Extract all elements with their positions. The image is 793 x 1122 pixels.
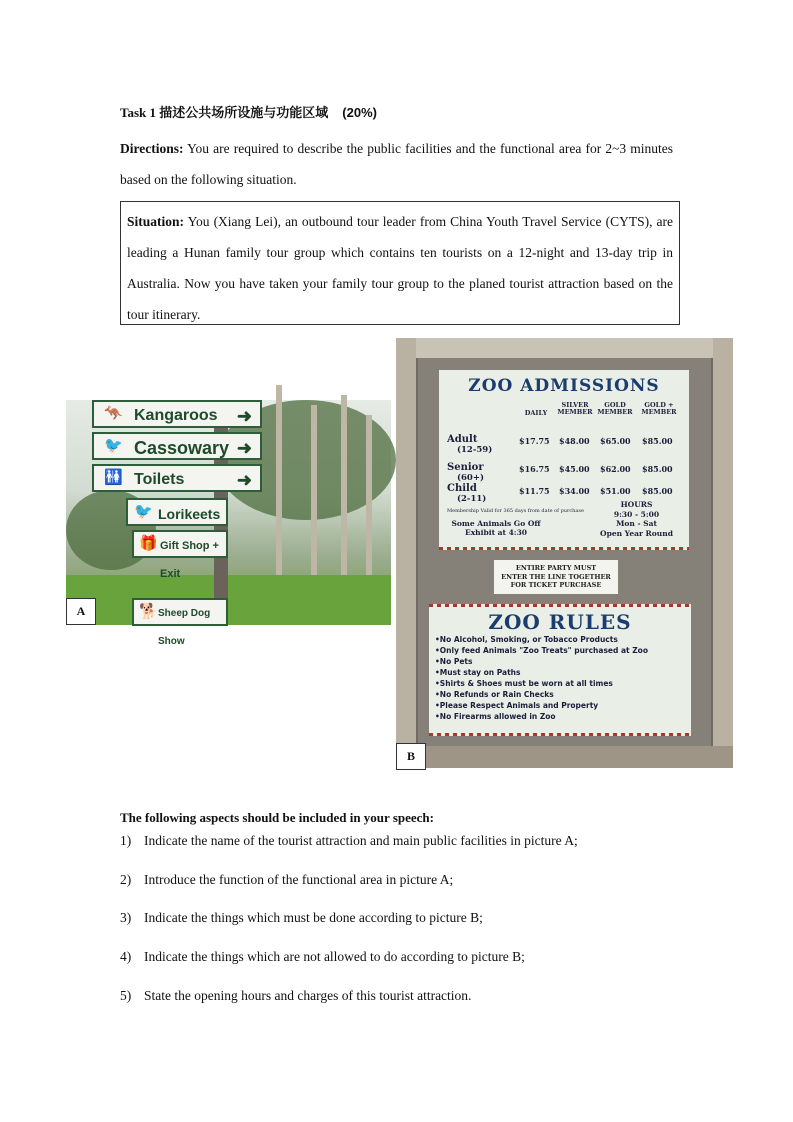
tree-trunk — [276, 385, 282, 585]
price-cell: $16.75 — [519, 464, 550, 474]
picture-a — [66, 400, 391, 647]
row-adult — [447, 434, 492, 456]
price-cell: $85.00 — [642, 486, 673, 496]
row-name: Senior — [447, 462, 484, 473]
rule-item: •Please Respect Animals and Property — [435, 701, 599, 710]
price-cell: $85.00 — [642, 464, 673, 474]
rule-item: •No Pets — [435, 657, 473, 666]
task-title — [120, 102, 377, 121]
frame-left — [396, 338, 416, 768]
row-range: (2-11) — [457, 494, 487, 504]
price-cell: $65.00 — [600, 436, 631, 446]
aspect-text: Indicate the things which are not allowed to do according to picture B; — [144, 949, 525, 964]
aspect-number: 5) — [120, 988, 132, 1003]
party-notice — [494, 560, 618, 594]
sign-lorikeets — [126, 498, 228, 526]
aspect-number: 3) — [120, 910, 132, 925]
task-score: (20%) — [342, 105, 377, 120]
tree-trunk — [311, 405, 317, 585]
task-title-text: Task 1 描述公共场所设施与功能区域 — [120, 105, 329, 120]
admissions-sign — [439, 370, 689, 550]
header-gold: GOLD MEMBER — [597, 401, 633, 416]
aspect-text: State the opening hours and charges of this tourist attraction. — [144, 988, 472, 1003]
price-cell: $85.00 — [642, 436, 673, 446]
frame-right — [713, 338, 733, 768]
frame-bottom — [396, 746, 733, 768]
rule-item: •Shirts & Shoes must be worn at all times — [435, 679, 613, 688]
price-cell: $17.75 — [519, 436, 550, 446]
sign-label: Sheep Dog Show — [158, 608, 211, 647]
situation-label: Situation: — [127, 214, 185, 229]
hours-days: Mon - Sat — [616, 519, 657, 528]
directions-text: You are required to describe the public facilities and the functional area for 2~3 minutes based on the following situation. — [120, 141, 674, 187]
arrow-right-icon: ➜ — [236, 406, 252, 426]
aspect-item — [120, 949, 525, 965]
rule-item: •No Alcohol, Smoking, or Tobacco Products — [435, 635, 618, 644]
price-cell: $51.00 — [600, 486, 631, 496]
rule-item: •No Refunds or Rain Checks — [435, 690, 554, 699]
aspect-text: Indicate the things which must be done according to picture B; — [144, 910, 483, 925]
row-senior — [447, 462, 484, 484]
sign-label: Lorikeets — [158, 506, 221, 522]
hours-time: 9:30 - 5:00 — [613, 509, 660, 519]
row-range: (60+) — [457, 473, 484, 483]
rules-sign — [429, 604, 691, 736]
header-silver: SILVER MEMBER — [557, 401, 593, 416]
tree-trunk — [366, 415, 372, 585]
sign-gift-shop-exit — [132, 530, 228, 580]
arrow-right-icon: ➜ — [236, 438, 252, 458]
decorative-border — [429, 604, 691, 607]
animals-note: Some Animals Go Off Exhibit at 4:30 — [451, 519, 541, 537]
aspect-number: 2) — [120, 872, 132, 887]
decorative-border — [439, 547, 689, 550]
aspect-item — [120, 833, 578, 849]
sign-label: Cassowary — [134, 438, 230, 458]
situation-text: You (Xiang Lei), an outbound tour leader from China Youth Travel Service (CYTS), are leading a Hunan family tour group which contains ten tourists on a 12-night and 13-day trip in Australia. Now you have taken your family tour group to the planed tourist attraction based on the tour itinerary. — [127, 214, 674, 322]
price-cell: $45.00 — [559, 464, 590, 474]
price-cell: $11.75 — [519, 486, 550, 496]
aspect-number: 4) — [120, 949, 132, 964]
directions-paragraph — [120, 133, 673, 195]
sign-toilets — [92, 464, 262, 492]
aspect-text: Introduce the function of the functional area in picture A; — [144, 872, 454, 887]
grass — [66, 575, 391, 625]
arrow-right-icon: ➜ — [236, 470, 252, 490]
kangaroo-icon: 🦘 — [104, 405, 123, 422]
aspect-item — [120, 872, 453, 888]
toilets-icon: 🚻 — [104, 469, 123, 486]
decorative-border — [429, 733, 691, 736]
aspect-number: 1) — [120, 833, 132, 848]
price-cell: $34.00 — [559, 486, 590, 496]
price-cell: $62.00 — [600, 464, 631, 474]
aspect-text: Indicate the name of the tourist attraction and main public facilities in picture A; — [144, 833, 578, 848]
header-gold-plus: GOLD + MEMBER — [641, 401, 677, 416]
sign-label: Kangaroos — [134, 407, 218, 424]
sign-label: Toilets — [134, 471, 185, 488]
row-name: Adult — [447, 434, 478, 445]
rule-item: •No Firearms allowed in Zoo — [435, 712, 556, 721]
aspect-item — [120, 910, 483, 926]
rules-list — [435, 634, 648, 722]
bird-icon: 🐦 — [134, 503, 153, 520]
picture-a-label: A — [66, 598, 96, 625]
gift-icon: 🎁 — [139, 535, 158, 552]
party-line: ENTER THE LINE TOGETHER — [501, 572, 611, 581]
hours-season: Open Year Round — [600, 528, 673, 538]
rule-item: •Only feed Animals "Zoo Treats" purchased at Zoo — [435, 646, 648, 655]
rules-title: ZOO RULES — [488, 610, 632, 634]
hours-block — [589, 500, 684, 538]
row-name: Child — [447, 483, 477, 494]
sign-kangaroos — [92, 400, 262, 428]
hours-title: HOURS — [620, 500, 653, 509]
picture-b — [396, 338, 733, 768]
admissions-title: ZOO ADMISSIONS — [468, 376, 660, 396]
membership-note: Membership Valid for 365 days from date of purchase — [447, 508, 584, 514]
party-line: ENTIRE PARTY MUST — [515, 564, 597, 572]
sign-label: Gift Shop + Exit — [160, 540, 219, 580]
cassowary-icon: 🐦 — [104, 437, 123, 454]
situation-box — [120, 201, 680, 325]
directions-label: Directions: — [120, 141, 184, 156]
dog-icon: 🐕 — [139, 603, 158, 620]
tree-trunk — [341, 395, 347, 585]
picture-b-label: B — [396, 743, 426, 770]
sign-sheep-dog-show — [132, 598, 228, 647]
header-daily: DAILY — [524, 409, 548, 417]
row-range: (12-59) — [457, 445, 493, 455]
price-cell: $48.00 — [559, 436, 590, 446]
aspect-item — [120, 988, 471, 1004]
sign-cassowary — [92, 432, 262, 460]
frame-top — [396, 338, 733, 358]
rule-item: •Must stay on Paths — [435, 668, 521, 677]
row-child — [447, 483, 486, 505]
party-line: FOR TICKET PURCHASE — [510, 581, 602, 589]
aspects-title: The following aspects should be included in your speech: — [120, 810, 434, 825]
